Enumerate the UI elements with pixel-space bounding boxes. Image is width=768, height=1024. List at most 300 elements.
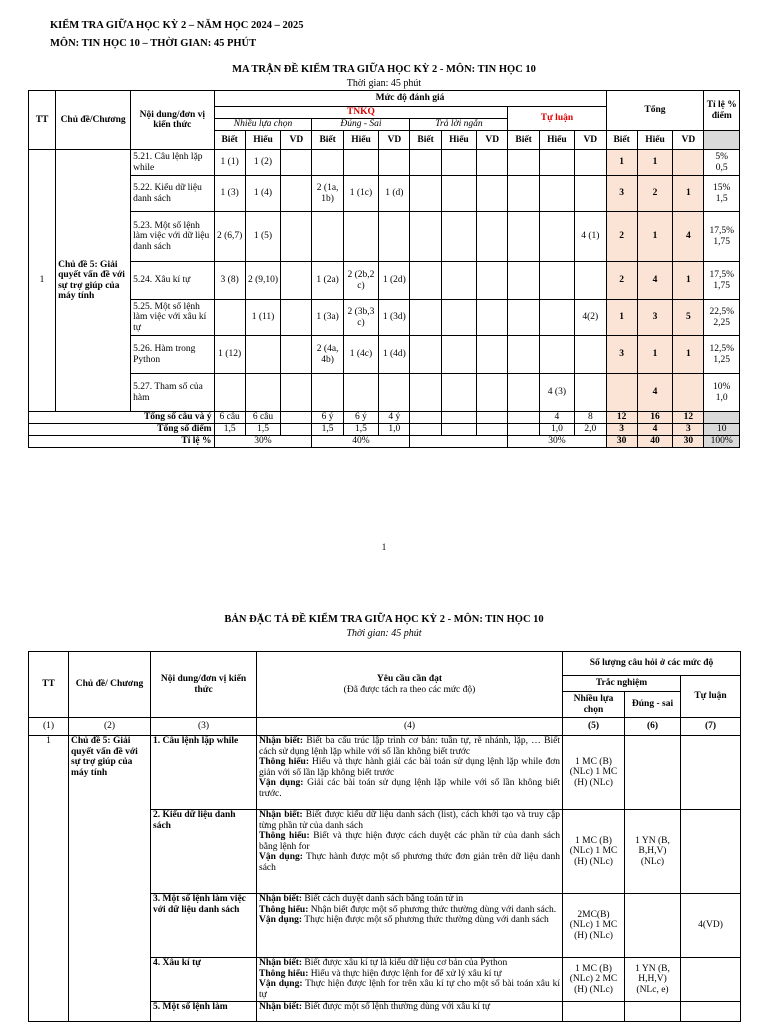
hdr-chu-de: Chủ đề/Chương: [56, 91, 131, 150]
pct-cell: [704, 374, 740, 412]
sum-diem-cell: 1,5: [245, 424, 280, 436]
count-cell: [312, 374, 343, 412]
tile-tl: 30%: [508, 436, 606, 448]
matrix-row: [29, 262, 740, 300]
lv-biet: Biết: [508, 131, 539, 150]
lv-vd: VD: [477, 131, 508, 150]
count-cell: 1 (1): [214, 150, 245, 176]
sum-cau-cell: 6 câu: [245, 412, 280, 424]
sum-cau-cell: 6 ý: [312, 412, 343, 424]
sum-diem-cell: [441, 424, 476, 436]
count-cell: [477, 336, 508, 374]
count-cell: 3 (8): [214, 262, 245, 300]
spec-level-label: Thông hiểu:: [259, 831, 310, 841]
content-unit: 5.25. Một số lệnh làm việc với xâu kí tự: [131, 300, 214, 336]
total-cell: 4: [637, 374, 672, 412]
spec-content-unit: 2. Kiểu dữ liệu danh sách: [151, 810, 257, 894]
count-cell: [312, 212, 343, 262]
count-cell: [508, 262, 539, 300]
hdr-tt: TT: [29, 91, 56, 150]
total-cell: 1: [606, 300, 637, 336]
spec-index: (3): [151, 718, 257, 736]
count-cell: 1 (3a): [312, 300, 343, 336]
spec-body: [29, 736, 741, 1022]
lv-hieu: Hiểu: [637, 131, 672, 150]
doc-header-line1: KIỂM TRA GIỮA HỌC KỲ 2 – NĂM HỌC 2024 – 2025: [50, 20, 304, 31]
lv-hieu: Hiểu: [343, 131, 378, 150]
count-cell: 1 (2): [245, 150, 280, 176]
sum-cau-row: [29, 412, 740, 424]
spec-tl: [681, 810, 741, 894]
count-cell: 4 (3): [539, 374, 574, 412]
sum-cau-cell: [410, 412, 441, 424]
total-cell: 2: [637, 176, 672, 212]
spec-level-text: Biết được xâu kí tự là kiểu dữ liệu cơ bản của Python: [304, 958, 508, 968]
spec-level-label: Nhận biết:: [259, 736, 303, 746]
count-cell: [281, 262, 312, 300]
lv-biet: Biết: [214, 131, 245, 150]
spec-level-label: Thông hiểu:: [259, 968, 309, 979]
sum-diem-cell: 1,5: [214, 424, 245, 436]
spec-requirement-line: [259, 831, 560, 852]
total-cell: 1: [637, 336, 672, 374]
sum-diem-cell: 1,5: [312, 424, 343, 436]
count-cell: [508, 176, 539, 212]
sum-diem-cell: 1,0: [539, 424, 574, 436]
total-cell: 4: [673, 212, 704, 262]
count-cell: [575, 176, 606, 212]
spec-requirement-line: [259, 852, 560, 873]
spec-yn: [625, 736, 681, 810]
count-cell: 1 (4d): [379, 336, 410, 374]
count-cell: [281, 300, 312, 336]
count-cell: [281, 150, 312, 176]
spec-requirement-line: [259, 905, 560, 916]
count-cell: [410, 374, 441, 412]
spec-index: (5): [563, 718, 625, 736]
matrix-row: [29, 150, 740, 176]
count-cell: [477, 300, 508, 336]
total-cell: 1: [673, 262, 704, 300]
sum-diem-cell: 1,0: [379, 424, 410, 436]
count-cell: 1 (3): [214, 176, 245, 212]
lv-biet: Biết: [410, 131, 441, 150]
spec-requirement-line: [259, 736, 560, 757]
count-cell: [508, 336, 539, 374]
spec-level-text: Biết được một số lệnh thường dùng với xâu kí tự: [304, 1002, 491, 1012]
sum-diem-cell: 1,5: [343, 424, 378, 436]
total-cell: 3: [606, 336, 637, 374]
count-cell: [539, 262, 574, 300]
lv-hieu: Hiểu: [441, 131, 476, 150]
spec-level-text: Hiểu và thực hành giải các bài toán sử dụng lệnh lặp while đơn giản với số lần lặp không biết trước: [259, 757, 561, 778]
pct-points: 1,5: [715, 193, 728, 204]
sum-diem-cell: [477, 424, 508, 436]
count-cell: [508, 212, 539, 262]
matrix-title: MA TRẬN ĐỀ KIỂM TRA GIỮA HỌC KỲ 2 - MÔN: TIN HỌC 10: [232, 64, 536, 75]
count-cell: [410, 300, 441, 336]
count-cell: [508, 374, 539, 412]
spec-level-text: Biết được kiểu dữ liệu danh sách (list), cách khởi tạo và truy cập từng phần tử của danh sách: [259, 810, 560, 831]
count-cell: 1 (2a): [312, 262, 343, 300]
pct-percent: 17,5%: [709, 226, 735, 236]
count-cell: 2 (6,7): [214, 212, 245, 262]
count-cell: [539, 176, 574, 212]
spec-tl: 4(VD): [681, 894, 741, 958]
total-cell: 1: [637, 212, 672, 262]
content-unit: 5.24. Xâu kí tự: [131, 262, 214, 300]
hdr-ds: Đúng - Sai: [312, 119, 410, 131]
spec-hdr-tu-luan: Tự luận: [681, 676, 741, 718]
count-cell: [539, 300, 574, 336]
tile-total: 30: [673, 436, 704, 448]
count-cell: [477, 212, 508, 262]
content-unit: 5.27. Tham số của hàm: [131, 374, 214, 412]
spec-hdr-yeu-cau: [257, 652, 563, 718]
spec-index: (6): [625, 718, 681, 736]
pct-percent: 5%: [715, 152, 729, 162]
count-cell: 1 (4): [245, 176, 280, 212]
topic-tt: 1: [29, 150, 56, 412]
empty-cell: [704, 131, 740, 150]
pct-cell: [704, 150, 740, 176]
spec-level-label: Nhận biết:: [259, 810, 303, 820]
spec-requirement-line: [259, 778, 560, 799]
spec-level-text: Biết ba cấu trúc lập trình cơ bản: tuần tự, rẽ nhánh, lặp, … Biết cách sử dụng lệnh lặp while với số lần không biết trước: [259, 736, 560, 757]
matrix-body: [29, 150, 740, 412]
count-cell: [441, 150, 476, 176]
matrix-row: [29, 212, 740, 262]
pct-points: 1,75: [713, 236, 731, 247]
spec-content-unit: 1. Câu lệnh lặp while: [151, 736, 257, 810]
lv-vd: VD: [281, 131, 312, 150]
spec-level-label: Vận dụng:: [259, 979, 303, 989]
matrix-time: Thời gian: 45 phút: [346, 78, 422, 89]
count-cell: [477, 150, 508, 176]
spec-requirements: [257, 894, 563, 958]
spec-topic: Chủ đề 5: Giải quyết vấn đề với sự trợ giúp của máy tính: [69, 736, 151, 1022]
count-cell: 2 (9,10): [245, 262, 280, 300]
hdr-tu-luan: Tự luận: [508, 107, 606, 131]
matrix-table: [28, 90, 740, 448]
pct-cell: [704, 212, 740, 262]
pct-points: 1,25: [713, 354, 731, 365]
spec-level-text: Hiểu và thực hiện được lệnh for để xử lý xâu kí tự: [310, 968, 502, 979]
count-cell: [312, 150, 343, 176]
spec-content-unit: 4. Xâu kí tự: [151, 958, 257, 1002]
total-cell: 1: [637, 150, 672, 176]
spec-row: [29, 736, 741, 810]
count-cell: 1 (11): [245, 300, 280, 336]
count-cell: 2 (4a, 4b): [312, 336, 343, 374]
sum-cau-cell: [441, 412, 476, 424]
count-cell: [441, 262, 476, 300]
tile-row: [29, 436, 740, 448]
sum-cau-cell: 4 ý: [379, 412, 410, 424]
spec-level-label: Vận dụng:: [259, 778, 304, 788]
count-cell: [539, 336, 574, 374]
count-cell: [441, 212, 476, 262]
spec-requirements: [257, 958, 563, 1002]
tile-ds: 40%: [312, 436, 410, 448]
count-cell: [508, 300, 539, 336]
sum-cau-total: 12: [673, 412, 704, 424]
count-cell: 1 (5): [245, 212, 280, 262]
spec-hdr-yeu-cau-sub: (Đã được tách ra theo các mức độ): [343, 684, 476, 695]
count-cell: [477, 176, 508, 212]
pct-percent: 15%: [713, 183, 731, 193]
count-cell: [343, 212, 378, 262]
tile-label: Tỉ lệ %: [29, 436, 215, 448]
spec-requirement-line: [259, 894, 560, 905]
content-unit: 5.23. Một số lệnh làm việc với dữ liệu danh sách: [131, 212, 214, 262]
spec-time: Thời gian: 45 phút: [346, 628, 422, 639]
spec-index-row: [29, 718, 741, 736]
matrix-row: [29, 374, 740, 412]
count-cell: 2 (3b,3 c): [343, 300, 378, 336]
page-number: 1: [381, 542, 387, 552]
spec-requirement-line: [259, 1002, 560, 1013]
sum-diem-cell: [281, 424, 312, 436]
lv-vd: VD: [575, 131, 606, 150]
sum-cau-total: 16: [637, 412, 672, 424]
pct-percent: 12,5%: [709, 344, 735, 354]
sum-diem-cell: [410, 424, 441, 436]
spec-mc: 1 MC (B) (NLc) 2 MC (H) (NLc): [563, 958, 625, 1002]
hdr-tnkq: TNKQ: [214, 107, 508, 119]
count-cell: [379, 150, 410, 176]
spec-level-text: Biết cách duyệt danh sách bằng toán tử in: [304, 894, 464, 904]
sum-diem-label: Tổng số điểm: [29, 424, 215, 436]
spec-table: [28, 651, 741, 1022]
tile-pct: 100%: [704, 436, 740, 448]
spec-level-text: Thực hành được một số phương thức đơn giản trên dữ liệu danh sách: [259, 852, 560, 873]
content-unit: 5.21. Câu lệnh lặp while: [131, 150, 214, 176]
spec-requirement-line: [259, 757, 560, 778]
count-cell: [410, 212, 441, 262]
count-cell: [214, 300, 245, 336]
spec-level-text: Nhận biết được một số phương thức thường dùng với danh sách.: [310, 904, 557, 915]
sum-cau-cell: 4: [539, 412, 574, 424]
spec-level-label: Nhận biết:: [259, 1002, 303, 1012]
count-cell: [281, 212, 312, 262]
spec-level-text: Biết và thực hiện được cách duyệt các phần tử của danh sách bằng lệnh for: [259, 831, 560, 852]
total-cell: [606, 374, 637, 412]
lv-biet: Biết: [606, 131, 637, 150]
spec-hdr-tt: TT: [29, 652, 69, 718]
count-cell: 1 (3d): [379, 300, 410, 336]
tile-tln: [410, 436, 508, 448]
count-cell: [281, 374, 312, 412]
spec-yn: 1 YN (B, H,H,V) (NLc, e): [625, 958, 681, 1002]
hdr-nlc: Nhiều lựa chọn: [214, 119, 312, 131]
spec-hdr-nlc: Nhiều lựa chọn: [563, 692, 625, 718]
spec-requirement-line: [259, 969, 560, 980]
spec-content-unit: 3. Một số lệnh làm việc với dữ liệu danh sách: [151, 894, 257, 958]
spec-requirement-line: [259, 979, 560, 1000]
sum-diem-row: [29, 424, 740, 436]
count-cell: [441, 374, 476, 412]
tile-total: 30: [606, 436, 637, 448]
sum-diem-total: 3: [673, 424, 704, 436]
spec-index: (1): [29, 718, 69, 736]
hdr-tln: Trả lời ngắn: [410, 119, 508, 131]
pct-percent: 22,5%: [709, 307, 735, 317]
pct-points: 1,75: [713, 280, 731, 291]
total-cell: 1: [673, 176, 704, 212]
count-cell: [245, 336, 280, 374]
sum-cau-label: Tổng số câu và ý: [29, 412, 215, 424]
total-cell: 1: [673, 336, 704, 374]
spec-title: BẢN ĐẶC TẢ ĐỀ KIỂM TRA GIỮA HỌC KỲ 2 - MÔN: TIN HỌC 10: [224, 614, 544, 625]
spec-tl: [681, 736, 741, 810]
count-cell: [410, 336, 441, 374]
total-cell: 5: [673, 300, 704, 336]
sum-diem-total: 3: [606, 424, 637, 436]
spec-level-text: Thực hiện được một số phương thức thường dùng với danh sách: [304, 915, 549, 925]
count-cell: [379, 212, 410, 262]
pct-points: 1,0: [715, 392, 728, 403]
spec-index: (4): [257, 718, 563, 736]
count-cell: 2 (2b,2 c): [343, 262, 378, 300]
count-cell: [281, 176, 312, 212]
hdr-tile: Tỉ lệ % điểm: [704, 91, 740, 131]
matrix-row: [29, 176, 740, 212]
spec-hdr-so-luong: Số lượng câu hỏi ở các mức độ: [563, 652, 741, 676]
total-cell: 4: [637, 262, 672, 300]
count-cell: 4 (1): [575, 212, 606, 262]
count-cell: 1 (2d): [379, 262, 410, 300]
spec-requirement-line: [259, 915, 560, 926]
spec-level-label: Nhận biết:: [259, 894, 303, 904]
count-cell: 1 (12): [214, 336, 245, 374]
spec-mc: [563, 1002, 625, 1022]
spec-tl: [681, 958, 741, 1002]
spec-yn: [625, 894, 681, 958]
count-cell: [575, 336, 606, 374]
count-cell: [477, 374, 508, 412]
spec-tt: 1: [29, 736, 69, 1022]
hdr-noi-dung: Nội dung/đơn vị kiến thức: [131, 91, 214, 150]
spec-requirement-line: [259, 810, 560, 831]
count-cell: [379, 374, 410, 412]
tile-nlc: 30%: [214, 436, 312, 448]
count-cell: [214, 374, 245, 412]
spec-requirements: [257, 1002, 563, 1022]
count-cell: [477, 262, 508, 300]
spec-requirements: [257, 810, 563, 894]
spec-hdr-ds: Đúng - sai: [625, 692, 681, 718]
spec-index: (7): [681, 718, 741, 736]
count-cell: [508, 150, 539, 176]
count-cell: 4(2): [575, 300, 606, 336]
sum-diem-cell: [508, 424, 539, 436]
pct-cell: [704, 336, 740, 374]
content-unit: 5.22. Kiểu dữ liệu danh sách: [131, 176, 214, 212]
content-unit: 5.26. Hàm trong Python: [131, 336, 214, 374]
count-cell: [410, 150, 441, 176]
hdr-muc-do: Mức độ đánh giá: [214, 91, 606, 107]
count-cell: [575, 374, 606, 412]
pct-points: 0,5: [715, 162, 728, 173]
pct-percent: 17,5%: [709, 270, 735, 280]
lv-vd: VD: [379, 131, 410, 150]
total-cell: 1: [606, 150, 637, 176]
sum-cau-cell: [508, 412, 539, 424]
count-cell: 1 (1c): [343, 176, 378, 212]
spec-level-label: Vận dụng:: [259, 852, 303, 862]
total-cell: 2: [606, 262, 637, 300]
lv-hieu: Hiểu: [539, 131, 574, 150]
pct-points: 2,25: [713, 317, 731, 328]
count-cell: [539, 150, 574, 176]
total-cell: [673, 374, 704, 412]
sum-cau-cell: 8: [575, 412, 606, 424]
empty-cell: [704, 412, 740, 424]
sum-cau-cell: [477, 412, 508, 424]
pct-cell: [704, 300, 740, 336]
count-cell: [441, 300, 476, 336]
lv-biet: Biết: [312, 131, 343, 150]
doc-header-line2: MÔN: TIN HỌC 10 – THỜI GIAN: 45 PHÚT: [50, 38, 257, 49]
spec-hdr-chu-de: Chủ đề/ Chương: [69, 652, 151, 718]
count-cell: [575, 150, 606, 176]
tile-total: 40: [637, 436, 672, 448]
pct-cell: [704, 176, 740, 212]
spec-hdr-trac-nghiem: Trắc nghiệm: [563, 676, 681, 692]
spec-mc: 1 MC (B) (NLc) 1 MC (H) (NLc): [563, 736, 625, 810]
count-cell: [441, 336, 476, 374]
sum-cau-cell: [281, 412, 312, 424]
count-cell: 1 (4c): [343, 336, 378, 374]
spec-level-text: Thực hiện được lệnh for trên xâu kí tự cho một số bài toán xâu kí tự: [259, 979, 560, 1000]
count-cell: [539, 212, 574, 262]
spec-requirements: [257, 736, 563, 810]
topic-name: Chủ đề 5: Giải quyết vấn đề với sự trợ giúp của máy tính: [56, 150, 131, 412]
sum-diem-cell: 2,0: [575, 424, 606, 436]
spec-yn: [625, 1002, 681, 1022]
lv-vd: VD: [673, 131, 704, 150]
sum-diem-pct: 10: [704, 424, 740, 436]
sum-cau-total: 12: [606, 412, 637, 424]
hdr-tong: Tổng: [606, 91, 704, 131]
count-cell: 2 (1a, 1b): [312, 176, 343, 212]
count-cell: [245, 374, 280, 412]
spec-yn: 1 YN (B, B,H,V) (NLc): [625, 810, 681, 894]
sum-cau-cell: 6 ý: [343, 412, 378, 424]
spec-index: (2): [69, 718, 151, 736]
spec-level-label: Thông hiểu:: [259, 904, 309, 915]
spec-requirement-line: [259, 958, 560, 969]
count-cell: [410, 176, 441, 212]
total-cell: 3: [606, 176, 637, 212]
count-cell: [575, 262, 606, 300]
spec-hdr-yeu-cau-label: Yêu cầu cần đạt: [376, 674, 443, 684]
pct-cell: [704, 262, 740, 300]
sum-cau-cell: 6 câu: [214, 412, 245, 424]
matrix-row: [29, 336, 740, 374]
count-cell: 1 (d): [379, 176, 410, 212]
total-cell: [673, 150, 704, 176]
spec-mc: 1 MC (B) (NLc) 1 MC (H) (NLc): [563, 810, 625, 894]
spec-level-label: Nhận biết:: [259, 958, 303, 968]
count-cell: [410, 262, 441, 300]
spec-mc: 2MC(B) (NLc) 1 MC (H) (NLc): [563, 894, 625, 958]
total-cell: 3: [637, 300, 672, 336]
count-cell: [343, 374, 378, 412]
total-cell: 2: [606, 212, 637, 262]
spec-tl: [681, 1002, 741, 1022]
